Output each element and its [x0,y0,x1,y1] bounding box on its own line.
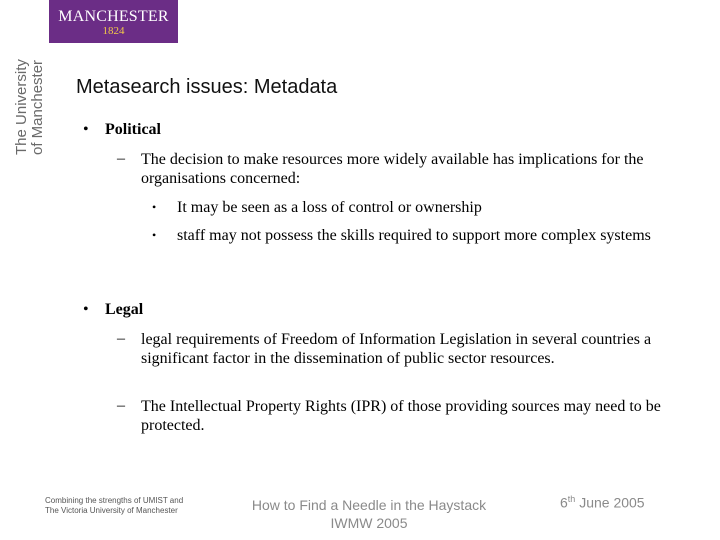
footer-event-title: How to Find a Needle in the Haystack [251,497,487,513]
logo-wordmark: MANCHESTER [58,8,169,25]
university-name-line2: of Manchester [29,59,46,155]
bullet-political: • [83,121,89,138]
footer-affiliation [45,496,183,516]
bullet-political-sub-1: • [152,200,157,214]
university-name-vertical [14,59,46,155]
footer-affiliation-line1: Combining the strengths of UMIST and [45,496,184,505]
footer-date [560,494,645,511]
footer-date-suffix: th [567,494,576,504]
dash-legal-point-2: – [117,397,125,414]
footer-event-name: IWMW 2005 [330,515,408,531]
footer-date-rest: June 2005 [575,494,645,511]
university-name-line1: The University [13,59,30,155]
footer-event [240,496,498,532]
dash-political-point: – [117,150,125,167]
legal-point-1: legal requirements of Freedom of Information Legislation in several countries a significant factor in the dissemination of public sector resources. [141,331,652,367]
bullet-political-sub-2: • [152,228,157,242]
heading-legal: Legal [105,301,144,318]
political-subpoint-2: staff may not possess the skills required to support more complex systems [177,227,651,244]
footer-affiliation-line2: The Victoria University of Manchester [45,506,178,515]
political-point: The decision to make resources more widely available has implications for the organisations concerned: [141,151,644,187]
university-logo [49,0,178,43]
logo-year: 1824 [102,25,125,37]
political-subpoint-1: It may be seen as a loss of control or ownership [177,199,482,216]
legal-point-2: The Intellectual Property Rights (IPR) of those providing sources may need to be protected. [141,398,661,434]
bullet-legal: • [83,301,89,318]
heading-political: Political [105,121,161,138]
footer-date-day: 6 [560,494,568,511]
slide-title: Metasearch issues: Metadata [76,76,338,98]
dash-legal-point-1: – [117,330,125,347]
